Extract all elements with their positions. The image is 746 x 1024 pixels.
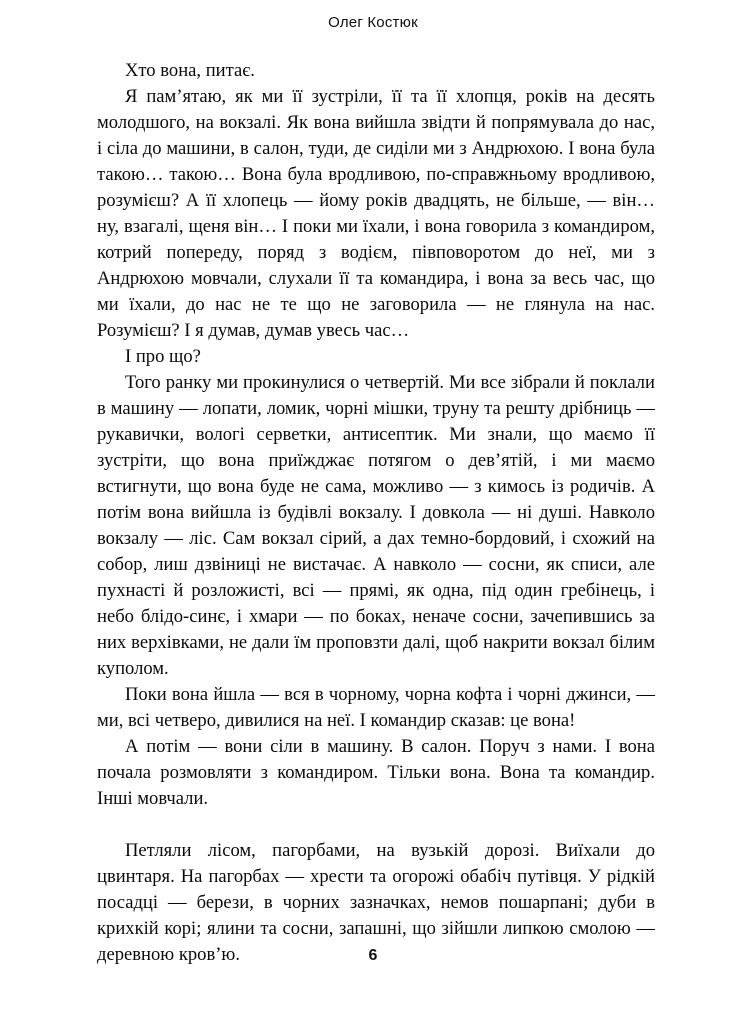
paragraph: А потім — вони сіли в машину. В салон. Поруч з нами. І вона почала розмовляти з командиром. Тільки вона. Вона та командир. Інші мовчали. [97,736,655,809]
paragraph: Я пам’ятаю, як ми її зустріли, її та її хлопця, років на десять молодшого, на вокзалі. Як вона вийшла звідти й попрямувала до нас, і сіла до машини, в салон, туди, де сиділи ми з Андрюхою. І вона була такою… такою… Вона була вродливою, по-справжньому вродливою, розумієш? А її хлопець — йому років двадцять, не більше, — він… ну, взагалі, щеня він… І поки ми їхали, і вона говорила з командиром, котрий попереду, поряд з водієм, півповоротом до неї, ми з Андрюхою мовчали, слухали її та командира, і вона за весь час, що ми їхали, до нас не те що не заговорила — не глянула на нас. Розумієш? І я думав, думав увесь час… [97,86,655,341]
paragraph: Поки вона йшла — вся в чорному, чорна кофта і чорні джинси, — ми, всі четверо, дивилися на неї. І командир сказав: це вона! [97,684,655,731]
section-break [97,812,655,838]
paragraph: Того ранку ми прокинулися о четвертій. Ми все зібрали й поклали в машину — лопати, ломик, чорні мішки, труну та решту дрібниць — рукавички, вологі серветки, антисептик. Ми знали, що маємо її зустріти, що вона приїжджає потягом о дев’ятій, і ми маємо встигнути, що вона буде не сама, можливо — з кимось із родичів. А потім вона вийшла із будівлі вокзалу. І довкола — ні душі. Навколо вокзалу — ліс. Сам вокзал сірий, а дах темно-бордовий, і схожий на собор, лиш дзвіниці не вистачає. А навколо — сосни, як списи, але пухнасті й розложисті, всі — прямі, як одна, під один гребінець, і небо блідо-синє, і хмари — по боках, неначе сосни, зачепившись за них верхівками, не дали їм проповзти далі, щоб накрити вокзал білим куполом. [97,372,655,679]
paragraph: Петляли лісом, пагорбами, на вузькій дорозі. Виїхали до цвинтаря. На пагорбах — хрести та огорожі обабіч путівця. У рідкій посадці — берези, в чорних зазначках, немов пошарпані; дуби в крихкій корі; ялини та сосни, запашні, що зійшли липкою смолою — деревною кров’ю. [97,840,655,965]
running-head-author: Олег Костюк [328,14,418,31]
paragraph: Хто вона, питає. [125,60,255,81]
paragraph: І про що? [125,346,201,367]
body-text [97,58,655,968]
page-number: 6 [368,947,378,964]
